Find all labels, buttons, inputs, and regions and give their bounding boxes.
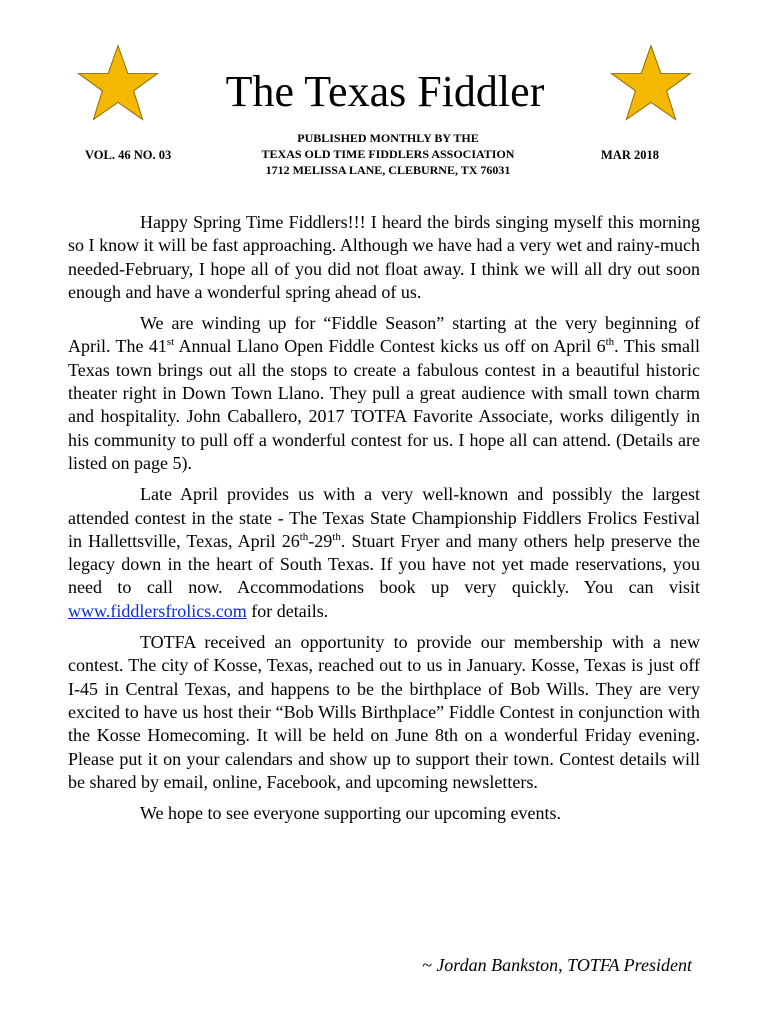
publisher-address: 1712 MELISSA LANE, CLEBURNE, TX 76031 [265,163,511,177]
letter-paragraph: Happy Spring Time Fiddlers!!! I heard the birds singing myself this morning so I know it will be fast approaching. Although we have had a very wet and rainy-much needed-February, I hope all of you did not float away. I think we will all dry out soon enough and have a wonderful spring ahead of us. [68,212,700,302]
newsletter-title: The Texas Fiddler [225,67,545,116]
signature: ~ Jordan Bankston, TOTFA President [422,955,692,975]
publisher-line: PUBLISHED MONTHLY BY THE [297,131,479,145]
issue-date: MAR 2018 [601,148,659,162]
publisher-info [218,130,558,178]
star-icon [609,44,693,122]
masthead-meta [68,128,708,178]
president-letter [68,211,700,833]
volume-number: VOL. 46 NO. 03 [85,148,172,162]
fiddlers-frolics-link[interactable]: www.fiddlersfrolics.com [68,600,247,621]
letter-paragraph: TOTFA received an opportunity to provide our membership with a new contest. The city of Kosse, Texas, reached out to us in January. Kosse, Texas is just off I-45 in Central Texas, and happens to be the birthplace of Bob Wills. They are very excited to have us host their “Bob Wills Birthplace” Fiddle Contest in conjunction with the Kosse Homecoming. It will be held on June 8th on a wonderful Friday evening. Please put it on your calendars and show up to support their town. Contest details will be shared by email, online, Facebook, and upcoming newsletters. [68,632,700,792]
letter-paragraph: We hope to see everyone supporting our upcoming events. [140,803,561,824]
letter-paragraph: We are winding up for “Fiddle Season” starting at the very beginning of April. The 41st Annual Llano Open Fiddle Contest kicks us off on April 6th. This small Texas town brings out all the stops to create a fabulous contest in a beautiful historic theater right in Down Town Llano. They pull a great audience with small town charm and hospitality. John Caballero, 2017 TOTFA Favorite Associate, works diligently in his community to pull off a wonderful contest for us. I hope all can attend. (Details are listed on page 5). [68,313,700,473]
publisher-line: TEXAS OLD TIME FIDDLERS ASSOCIATION [261,147,515,161]
letter-paragraph: Late April provides us with a very well-known and possibly the largest attended contest in the state - The Texas State Championship Fiddlers Frolics Festival in Hallettsville, Texas, April 26th-29th. Stuart Fryer and many others help preserve the legacy down in the heart of South Texas. If you have not yet made reservations, you need to call now. Accommodations book up very quickly. You can visit www.fiddlersfrolics.com for details. [68,484,700,621]
star-icon [76,44,160,122]
